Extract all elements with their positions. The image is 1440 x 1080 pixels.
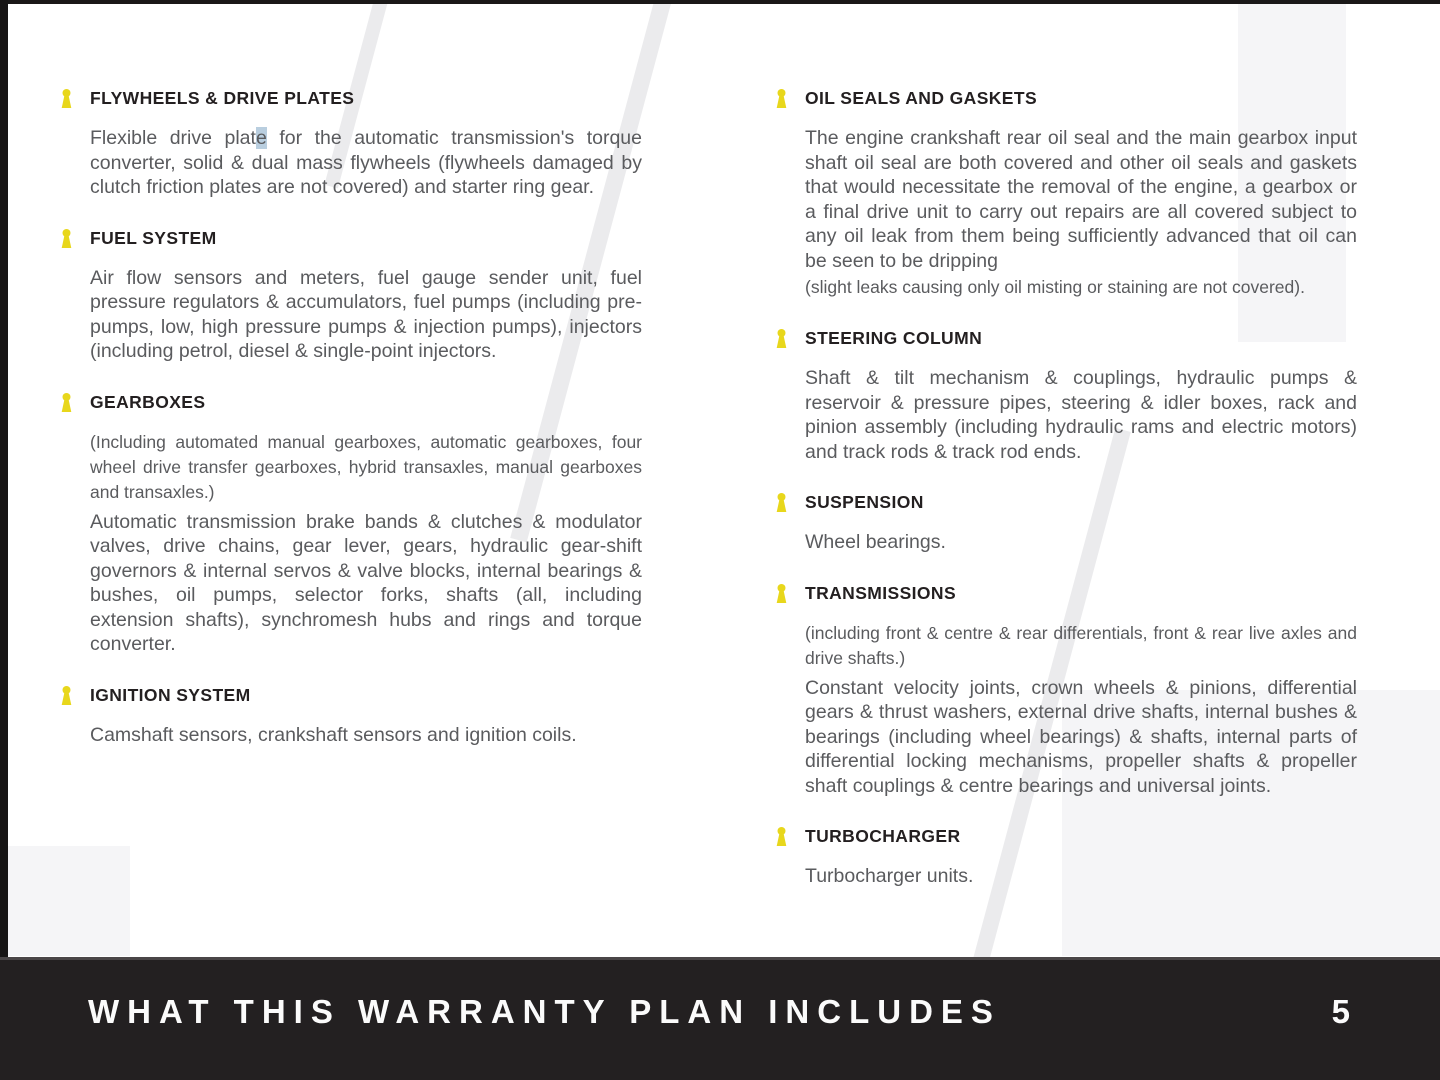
section-heading: STEERING COLUMN [805,328,983,348]
section-steering-column [775,328,1357,464]
body-text: for the automatic transmission's torque converter, solid & dual mass flywheels (flywheels damaged by clutch friction plates are not covered) and starter ring gear. [90,127,642,198]
section-ignition-system [60,685,642,748]
section-body: Camshaft sensors, crankshaft sensors and ignition coils. [90,723,577,746]
section-body: Turbocharger units. [805,865,974,887]
pawn-icon [60,686,73,710]
pawn-icon [60,229,73,253]
footer-title: WHAT THIS WARRANTY PLAN INCLUDES [88,993,1001,1030]
section-turbocharger [775,826,1357,889]
right-column [775,88,1357,917]
page-top-edge [0,0,1440,4]
section-heading: GEARBOXES [90,391,206,412]
section-fuel-system [60,228,642,364]
left-column [60,88,642,775]
section-body: Automatic transmission brake bands & clutches & modulator valves, drive chains, gear lever, gears, hydraulic gear-shift governors & internal servos & valve blocks, internal bearings & bushes, oil pumps, selector forks, shafts (all, including extension shafts), synchromesh hubs and rings and torque converter. [90,510,642,655]
section-note: (Including automated manual gearboxes, automatic gearboxes, four wheel drive transfer gearboxes, hybrid transaxles, manual gearboxes and transaxles.) [90,431,642,502]
pawn-icon [775,329,788,353]
section-transmissions [775,583,1357,799]
section-body: Constant velocity joints, crown wheels & pinions, differential gears & thrust washers, external drive shafts, internal bushes & bearings (including wheel bearings) & shafts, internal parts of differential locking mechanisms, propeller shafts & propeller shaft couplings & centre bearings and universal joints. [805,676,1357,797]
pawn-icon [60,89,73,113]
pawn-icon [60,393,73,417]
section-body: The engine crankshaft rear oil seal and the main gearbox input shaft oil seal are both covered and other oil seals and gaskets that would necessitate the removal of the engine, a gearbox or a final drive unit to carry out repairs are all covered subject to any oil leak from them being sufficiently advanced that oil can be seen to be dripping [805,127,1357,272]
section-heading: FLYWHEELS & DRIVE PLATES [90,88,355,108]
section-heading: FUEL SYSTEM [90,227,217,248]
pawn-icon [775,827,788,851]
body-text: Flexible drive plat [90,127,256,149]
section-body: Wheel bearings. [805,531,946,553]
watermark-rectangle [8,846,130,956]
section-body: Air flow sensors and meters, fuel gauge sender unit, fuel pressure regulators & accumulators, fuel pumps (including pre-pumps, low, high pressure pumps & injection pumps), injectors (including petrol, diesel & single-point injectors. [90,266,642,362]
section-body: Shaft & tilt mechanism & couplings, hydraulic pumps & reservoir & pressure pipes, steering & idler boxes, rack and pinion assembly (including hydraulic rams and electric motors) and track rods & track rod ends. [805,367,1357,463]
section-note: (slight leaks causing only oil misting or staining are not covered). [805,277,1305,297]
section-body [90,126,642,200]
section-heading: IGNITION SYSTEM [90,684,251,705]
page-number: 5 [1331,993,1350,1030]
section-heading: TURBOCHARGER [805,826,961,846]
pawn-icon [775,89,788,113]
section-heading: SUSPENSION [805,492,924,512]
page-left-edge [0,0,8,1080]
pawn-icon [775,493,788,517]
section-gearboxes [60,392,642,657]
footer-bar [0,957,1440,1080]
section-suspension [775,492,1357,555]
text-selection-highlight: e [255,127,267,149]
section-heading: OIL SEALS AND GASKETS [805,88,1038,108]
section-flywheels-drive-plates [60,88,642,200]
section-heading: TRANSMISSIONS [805,582,957,603]
pawn-icon [775,584,788,608]
section-oil-seals-gaskets [775,88,1357,300]
section-note: (including front & centre & rear differentials, front & rear live axles and drive shafts.) [805,622,1357,668]
